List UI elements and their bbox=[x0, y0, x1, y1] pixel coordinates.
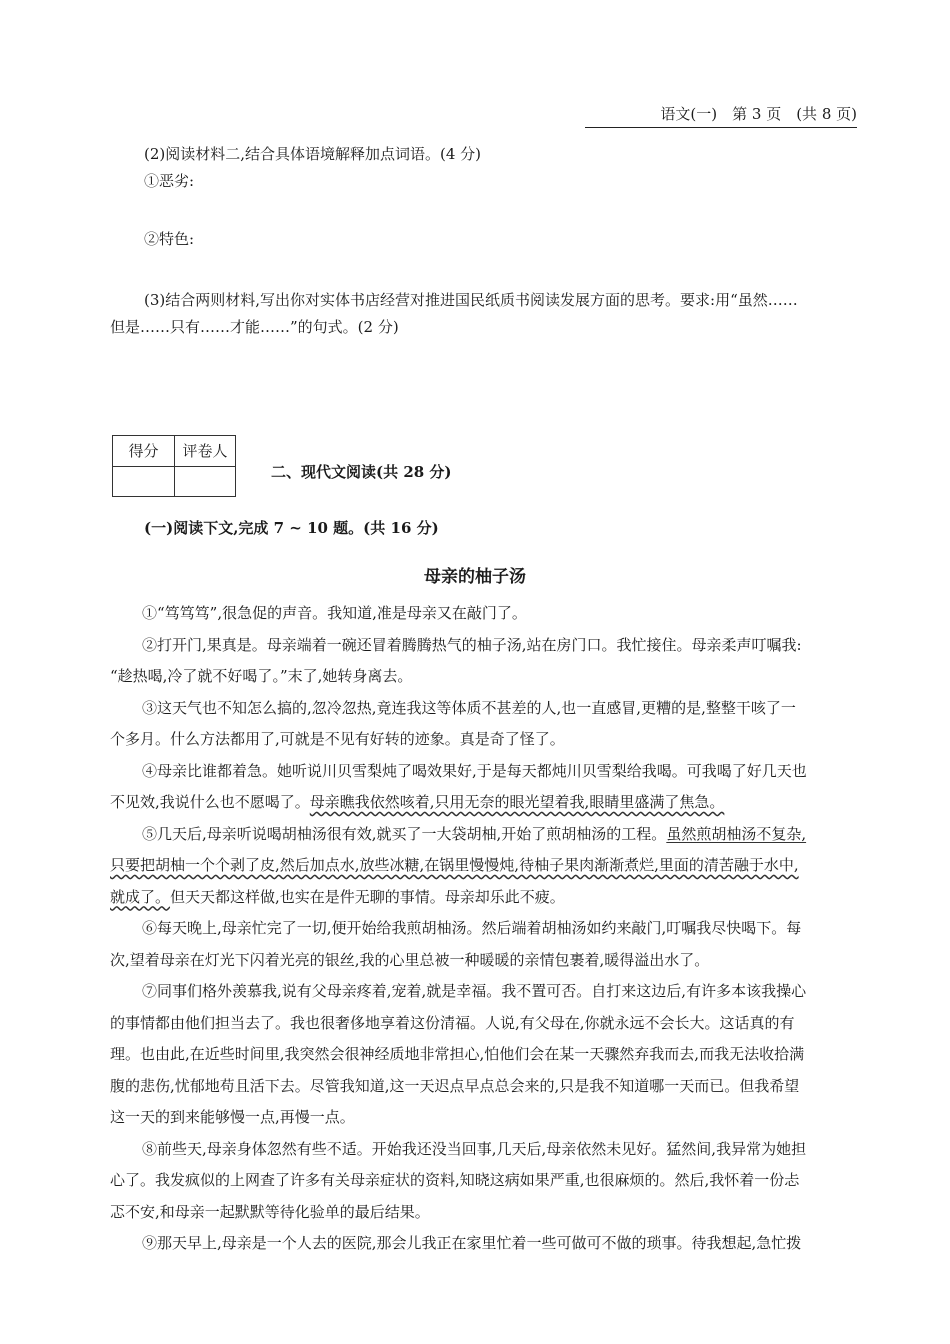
grader-label: 评卷人 bbox=[175, 436, 235, 467]
score-blank bbox=[113, 467, 175, 496]
paragraph-7-line-5: 这一天的到来能够慢一点,再慢一点。 bbox=[110, 1108, 355, 1126]
paragraph-8-line-2: 心了。我发疯似的上网查了许多有关母亲症状的资料,知晓这病如果严重,也很麻烦的。然后,我怀着一份忐 bbox=[110, 1171, 800, 1189]
paragraph-6-line-2: 次,望着母亲在灯光下闪着光亮的银丝,我的心里总被一种暖暖的亲情包裹着,暖得溢出水了。 bbox=[110, 950, 710, 969]
paragraph-1: ①“笃笃笃”,很急促的声音。我知道,准是母亲又在敲门了。 bbox=[142, 604, 527, 622]
paragraph-5-line-3: 但天天都这样做,也实在是件无聊的事情。母亲却乐此不疲。 bbox=[170, 887, 565, 906]
paragraph-5-wavy-line-2: 只要把胡柚一个个剥了皮,然后加点水,放些冰糖,在锅里慢慢炖,待柚子果肉渐渐煮烂,里面的清苦融于水中, bbox=[110, 856, 799, 874]
paragraph-7-line-2: 的事情都由他们担当去了。我也很奢侈地享着这份清福。人说,有父母在,你就永远不会长大。这话真的有 bbox=[110, 1013, 795, 1032]
article-title: 母亲的柚子汤 bbox=[424, 567, 526, 587]
paragraph-7-line-4: 腹的悲伤,忧郁地苟且活下去。尽管我知道,这一天迟点早点总会来的,只是我不知道哪一天而已。但我希望 bbox=[110, 1076, 800, 1095]
paragraph-2-line-2: “趁热喝,冷了就不好喝了。”末了,她转身离去。 bbox=[110, 667, 413, 685]
paragraph-9-line-1: ⑨那天早上,母亲是一个人去的医院,那会儿我正在家里忙着一些可做可不做的琐事。待我想起,急忙拨 bbox=[142, 1234, 802, 1252]
score-label: 得分 bbox=[113, 436, 175, 467]
question-2-item-2: ②特色: bbox=[144, 230, 195, 248]
paragraph-5-line-1: ⑤几天后,母亲听说喝胡柚汤很有效,就买了一大袋胡柚,开始了煎胡柚汤的工程。 bbox=[142, 824, 667, 843]
paragraph-6-line-1: ⑥每天晚上,母亲忙完了一切,便开始给我煎胡柚汤。然后端着胡柚汤如约来敲门,叮嘱我尽快喝下。每 bbox=[142, 919, 802, 937]
article-body bbox=[110, 598, 858, 1260]
section-subtitle: (一)阅读下文,完成 7 ~ 10 题。(共 16 分) bbox=[144, 519, 439, 537]
paragraph-5-wavy-line-3: 就成了。 bbox=[110, 887, 171, 906]
paragraph-7-line-3: 理。也由此,在近些时间里,我突然会很神经质地非常担心,怕他们会在某一天骤然弃我而去,而我无法收拾满 bbox=[110, 1045, 805, 1063]
paragraph-3-line-2: 个多月。什么方法都用了,可就是不见有好转的迹象。真是奇了怪了。 bbox=[110, 730, 565, 748]
paragraph-2-line-1: ②打开门,果真是。母亲端着一碗还冒着腾腾热气的柚子汤,站在房门口。我忙接住。母亲柔声叮嘱我: bbox=[142, 635, 802, 654]
paragraph-8-line-1: ⑧前些天,母亲身体忽然有些不适。开始我还没当回事,几天后,母亲依然未见好。猛然间,我异常为她担 bbox=[142, 1139, 807, 1158]
paragraph-8-line-3: 忑不安,和母亲一起默默等待化验单的最后结果。 bbox=[110, 1202, 430, 1221]
question-3-line-2: 但是……只有……才能……”的句式。(2 分) bbox=[110, 318, 399, 336]
grader-blank bbox=[175, 467, 235, 496]
question-2-item-1: ①恶劣: bbox=[144, 172, 195, 190]
paragraph-5-underline-start: 虽然煎胡柚汤不复杂, bbox=[666, 824, 807, 843]
section-title: 二、现代文阅读(共 28 分) bbox=[271, 463, 452, 481]
score-table bbox=[112, 435, 236, 497]
page-header: 语文(一) 第 3 页 (共 8 页) bbox=[585, 103, 857, 128]
question-3-line-1: (3)结合两则材料,写出你对实体书店经营对推进国民纸质书阅读发展方面的思考。要求:用“虽然…… bbox=[144, 291, 798, 309]
question-2-title: (2)阅读材料二,结合具体语境解释加点词语。(4 分) bbox=[144, 145, 482, 163]
paragraph-3-line-1: ③这天气也不知怎么搞的,忽冷忽热,竟连我这等体质不甚差的人,也一直感冒,更糟的是,整整干咳了一 bbox=[142, 698, 796, 717]
paragraph-4-line-2: 不见效,我说什么也不愿喝了。 bbox=[110, 793, 310, 811]
paragraph-4-wavy-underline: 母亲瞧我依然咳着,只用无奈的眼光望着我,眼睛里盛满了焦急。 bbox=[309, 793, 725, 811]
paragraph-7-line-1: ⑦同事们格外羡慕我,说有父母亲疼着,宠着,就是幸福。我不置可否。自打来这边后,有许多本该我操心 bbox=[142, 982, 807, 1000]
paragraph-4-line-1: ④母亲比谁都着急。她听说川贝雪梨炖了喝效果好,于是每天都炖川贝雪梨给我喝。可我喝了好几天也 bbox=[142, 761, 807, 780]
